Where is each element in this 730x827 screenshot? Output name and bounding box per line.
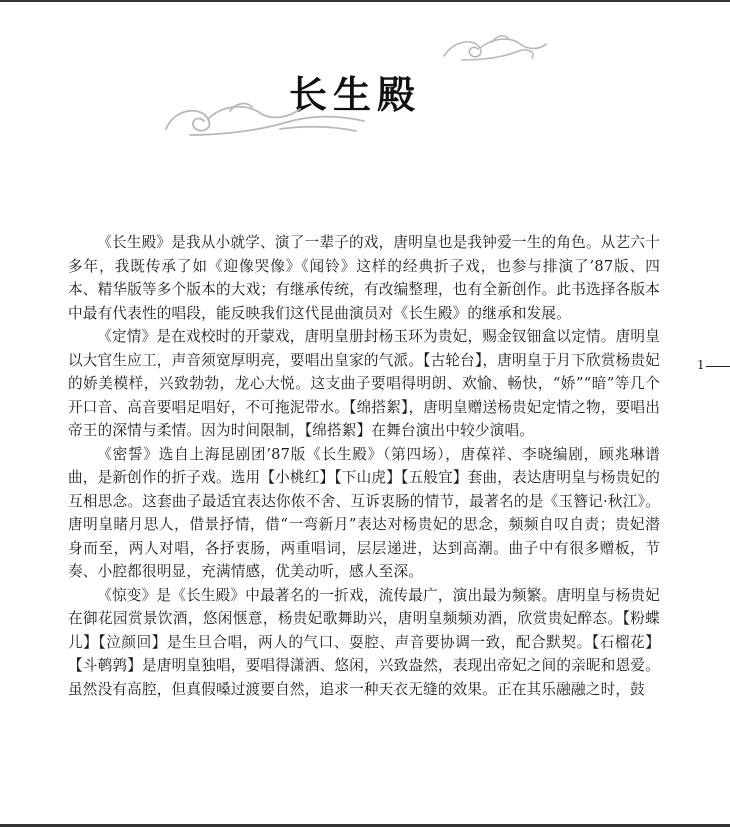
title-block — [150, 30, 550, 140]
body-text — [68, 231, 660, 701]
top-rule — [0, 0, 730, 2]
cloud-ornament-icon — [160, 95, 370, 141]
page-number-rule — [706, 366, 730, 367]
paragraph: 《定情》是在戏校时的开蒙戏，唐明皇册封杨玉环为贵妃，赐金钗钿盒以定情。唐明皇以大官生应工，声音须宽厚明亮，要唱出皇家的气派。【古轮台】，唐明皇于月下欣赏杨贵妃的娇美模样，兴致勃勃，龙心大悦。这支曲子要唱得明朗、欢愉、畅快，“娇”“暗”等几个开口音、高音要唱足唱好，不可拖泥带水。【绵搭絮】，唐明皇赠送杨贵妃定情之物，要唱出帝王的深情与柔情。因为时间限制，【绵搭絮】在舞台演出中较少演唱。 — [68, 328, 660, 439]
page-number: 1 — [697, 358, 705, 372]
paragraph: 《密誓》选自上海昆剧团’87版《长生殿》（第四场），唐葆祥、李晓编剧，顾兆琳谱曲，是新创作的折子戏。选用【小桃红】【下山虎】【五般宜】套曲，表达唐明皇与杨贵妃的互相思念。这套曲子最适宜表达你侬不舍、互诉衷肠的情节，最著名的是《玉簪记·秋江》。唐明皇睹月思人，借景抒情，借“一弯新月”表达对杨贵妃的思念，频频自叹自责；贵妃潜身而至，两人对唱，各抒衷肠，两重唱词，层层递进，达到高潮。曲子中有很多赠板，节奏、小腔都很明显，充满情感，优美动听，感人至深。 — [68, 445, 660, 580]
paragraph: 《惊变》是《长生殿》中最著名的一折戏，流传最广，演出最为频繁。唐明皇与杨贵妃在御花园赏景饮酒，悠闲惬意，杨贵妃歌舞助兴，唐明皇频频劝酒，欣赏贵妃醉态。【粉蝶儿】【泣颜回】是生旦合唱，两人的气口、耍腔、声音要协调一致，配合默契。【石榴花】【斗鹌鹑】是唐明皇独唱，要唱得潇洒、悠闲，兴致盎然，表现出帝妃之间的亲昵和恩爱。虽然没有高腔，但真假嗓过渡要自然，追求一种天衣无缝的效果。正在其乐融融之时，鼓 — [68, 586, 660, 698]
paragraph: 《长生殿》是我从小就学、演了一辈子的戏，唐明皇也是我钟爱一生的角色。从艺六十多年，我既传承了如《迎像哭像》《闻铃》这样的经典折子戏，也参与排演了’87版、四本、精华版等多个版本的大戏；有继承传统，有改编整理，也有全新创作。此书选择各版本中最有代表性的唱段，能反映我们这代昆曲演员对《长生殿》的继承和发展。 — [68, 234, 660, 322]
cloud-ornament-icon — [440, 30, 550, 66]
page-title: 长生殿 — [288, 73, 421, 117]
